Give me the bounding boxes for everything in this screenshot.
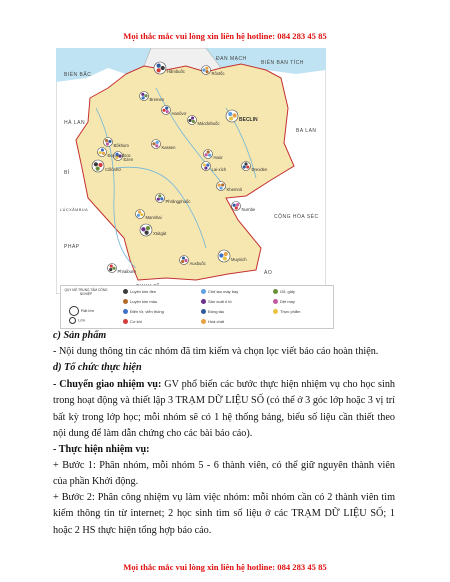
label-austria: ÁO xyxy=(264,270,273,276)
city-marker xyxy=(202,162,211,171)
legend-item: Dệt may xyxy=(273,299,295,304)
hotline-header: Mọi thắc mắc vui lòng xin liên hệ hotline: 084 283 45 85 xyxy=(123,31,327,41)
city-marker xyxy=(242,162,251,171)
city-label: Phrăngphuốc xyxy=(165,199,191,204)
label-north-sea: BIỂN BẮC xyxy=(64,72,92,78)
city-marker xyxy=(188,116,197,125)
label-france: PHÁP xyxy=(64,244,80,250)
legend-item: Sản xuất ô tô xyxy=(201,299,232,304)
legend-title: QUY MÔ TRUNG TÂM CÔNG NGHIỆP xyxy=(64,288,108,296)
city-marker xyxy=(140,224,152,236)
city-marker xyxy=(217,182,226,191)
city-label: Kassen xyxy=(161,145,176,150)
legend-size-very-large: Rất lớn xyxy=(69,306,94,316)
city-label: Muynich xyxy=(231,257,247,262)
label-czech: CỘNG HÒA SÉC xyxy=(274,214,319,220)
city-label: Phraiburơ xyxy=(117,269,137,274)
city-label: Côlônhơ xyxy=(105,167,122,172)
city-label: Đuyxenđooc xyxy=(107,153,131,158)
section-c-paragraph: - Nội dung thông tin các nhóm đã tìm kiếm và chọn lọc viết báo cáo hoàn thiện. xyxy=(53,346,379,357)
city-label: Rôxtốc xyxy=(211,71,225,76)
legend-item: Cơ khí xyxy=(123,319,142,324)
city-label: Lai-xích xyxy=(211,167,227,172)
legend-item: Đóng tàu xyxy=(201,309,224,314)
city-marker xyxy=(98,148,107,157)
city-label: Hămbuốc xyxy=(167,69,185,74)
legend-item: Luyện kim màu xyxy=(123,299,157,304)
do-heading: - Thực hiện nhiệm vụ: xyxy=(53,444,150,455)
map-svg xyxy=(56,48,326,294)
germany-industry-map xyxy=(56,48,326,294)
legend-item: Điện tử, viễn thông xyxy=(123,309,164,314)
city-label: Auxbuốc xyxy=(189,261,206,266)
label-netherlands: HÀ LAN xyxy=(64,120,86,126)
city-label: Hanôvơ xyxy=(171,111,187,116)
legend-size-large: Lớn xyxy=(69,317,85,324)
city-label: Mácđơbuốc xyxy=(197,121,220,126)
city-label: Bôkhum xyxy=(113,143,129,148)
legend-item: Hoá chất xyxy=(201,319,224,324)
city-marker xyxy=(140,92,149,101)
city-marker xyxy=(202,66,211,75)
city-label: BECLIN xyxy=(239,117,258,123)
city-marker xyxy=(104,138,113,147)
label-luxembourg: LÚCXĂMBUA xyxy=(60,208,89,212)
city-marker xyxy=(152,140,161,149)
city-label: Đrexđen xyxy=(251,167,268,172)
city-label: Nurnbe xyxy=(241,207,256,212)
section-c-heading: c) Sản phẩm xyxy=(53,330,107,341)
step-2: + Bước 2: Phân công nhiệm vụ làm việc nhóm: mỗi nhóm cần có 2 thành viên tìm kiếm thông tin từ internet; 2 học sinh tìm số liệu ở các TRẠM DỮ LIỆU SỐ; 1 hoặc 2 HS thực hiện tổng hợp báo cáo. xyxy=(53,492,395,536)
legend-item: Chế tạo máy bay xyxy=(201,289,238,294)
city-marker xyxy=(108,264,117,273)
label-denmark: ĐAN MẠCH xyxy=(216,56,247,62)
city-marker xyxy=(156,194,165,203)
label-poland: BA LAN xyxy=(296,128,317,134)
city-marker xyxy=(154,62,166,74)
legend-item: Thực phẩm xyxy=(273,309,300,314)
city-label: Bremen xyxy=(149,97,165,102)
city-marker xyxy=(226,110,238,122)
city-marker xyxy=(204,150,213,159)
section-d-heading: d) Tổ chức thực hiện xyxy=(53,362,142,373)
city-label: Mannhai xyxy=(145,215,162,220)
hotline-footer: Mọi thắc mắc vui lòng xin liên hệ hotline: 084 283 45 85 xyxy=(123,562,327,572)
city-label: Ezen xyxy=(123,157,134,162)
city-marker xyxy=(218,250,230,262)
city-marker xyxy=(92,160,104,172)
city-marker xyxy=(162,106,171,115)
step-1: + Bước 1: Phân nhóm, mỗi nhóm 5 - 6 thành viên, có thể giữ nguyên thành viên của phần Khởi động. xyxy=(53,460,395,488)
city-label: Haiơ xyxy=(213,155,223,160)
legend-item: Luyện kim đen xyxy=(123,289,156,294)
city-marker xyxy=(136,210,145,219)
city-marker xyxy=(232,202,241,211)
task-paragraph: - Chuyển giao nhiệm vụ: GV phổ biến các bước thực hiện nhiệm vụ cho học sinh trong hoạt động và thiết lập 3 TRẠM DỮ LIỆU SỐ (có thể ở 3 góc lớp hoặc 3 vị trí bất kỳ trong lớp học; mỗi nhóm sẽ có 1 hệ thống bảng, biểu số liệu cần thiết theo nội dung để làm dẫn chứng cho các bài báo cáo). xyxy=(53,379,396,440)
city-label: Khemnit xyxy=(226,187,242,192)
city-label: Xtútgát xyxy=(153,231,167,236)
legend-item: Gỗ, giấy xyxy=(273,289,295,294)
city-marker xyxy=(180,256,189,265)
label-baltic-sea: BIỂN BAN TÍCH xyxy=(261,60,304,66)
label-belgium: BỈ xyxy=(64,170,70,176)
map-legend xyxy=(60,285,334,329)
